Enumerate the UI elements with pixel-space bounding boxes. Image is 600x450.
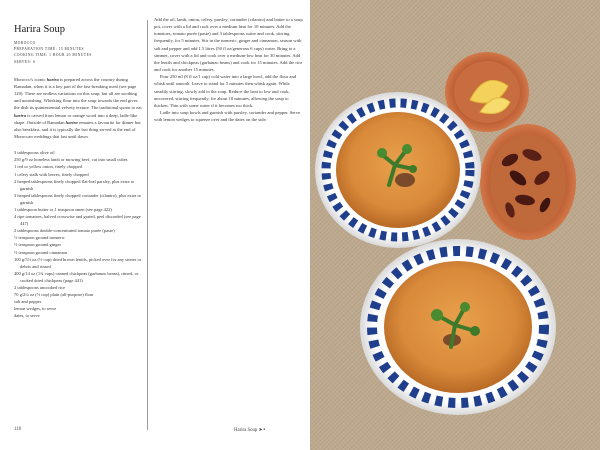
parsley-leaf <box>431 309 443 321</box>
ingredient-list <box>14 149 142 319</box>
ingredient-item: 3 tablespoons olive oil <box>14 150 55 156</box>
ingredient-item: 100 g/3½ oz (½ cup) dried brown lentils, picked over for any stones or debris and rinsed <box>14 256 142 269</box>
intro-emphasis: harira <box>46 76 59 82</box>
parsley-leaf <box>409 165 417 173</box>
ingredient-item: 1 red or yellow onion, finely chopped <box>14 164 82 170</box>
ingredient-item: 400 g/14 oz (1¾ cups) canned chickpeas (garbanzo beans), rinsed, or cooked dried chickpeas (page 441) <box>14 270 139 283</box>
left-column <box>14 24 142 319</box>
intro-emphasis: harira <box>65 119 78 125</box>
arrow-icon: ➤• <box>258 427 266 433</box>
running-footer <box>234 427 266 433</box>
parsley-leaf <box>460 302 470 312</box>
page-number: 118 <box>14 427 22 432</box>
meta-cook-time: COOKING TIME: 1 HOUR 20 MINUTES <box>14 53 92 58</box>
recipe-title: Harira Soup <box>14 24 66 35</box>
food-photo-illustration <box>310 0 600 450</box>
column-divider <box>147 20 148 430</box>
parsley-leaf <box>470 326 480 336</box>
ingredient-item: lemon wedges, to serve <box>14 306 57 312</box>
ingredient-item: ½ teaspoon ground cinnamon <box>14 249 68 255</box>
meta-serves: SERVES: 6 <box>14 59 36 64</box>
intro-text: is carved from lemon or orange wood into a deep, ladle-like shape. Outside of Ramadan <box>14 112 138 125</box>
meta-prep-time: PREPARATION TIME: 15 MINUTES <box>14 47 85 52</box>
bowl-inner <box>490 134 566 230</box>
soup <box>336 112 460 228</box>
ingredient-item: salt and pepper <box>14 299 42 305</box>
ingredient-item: 70 g/2¼ oz (½ cup) plain (all-purpose) flour <box>14 292 94 298</box>
lamb-piece <box>395 173 415 187</box>
ingredient-item: 250 g/9 oz boneless lamb or mowing beef, cut into small cubes <box>14 157 128 163</box>
ingredient-item: 2 tablespoons double-concentrated tomato purée (paste) <box>14 228 115 234</box>
parsley-leaf <box>402 144 412 154</box>
meta-country: MOROCCO <box>14 41 36 45</box>
soup-bowl-top <box>315 92 481 248</box>
method-column <box>154 16 304 123</box>
method-paragraph: Pour 250 ml (8 fl oz/1 cup) cold water into a large bowl, add the flour and whisk until smooth. Leave to stand for 5 minutes then whisk again. While steadily stirring, slowly add to the soup. Reduce the heat to low and cook, uncovered, stirring frequently, for about 10 minutes, allowing the soup to thicken. Thin with some water if it becomes too thick. <box>154 74 297 108</box>
ingredient-item: dates, to serve <box>14 313 40 319</box>
soup-bowl-bottom <box>360 239 556 415</box>
ingredient-item: 2 heaped tablespoons finely chopped flat-leaf parsley, plus extra to garnish <box>14 178 135 191</box>
ingredient-item: 1 celery stalk with leaves, finely chopped <box>14 171 89 177</box>
method-paragraph: Add the oil, lamb, onion, celery, parsley, coriander (cilantro) and butter to a soup pot, cover with a lid and cook over a medium heat for 10 minutes. Add the tomatoes, tomato purée (paste) and 3 tablespoons water and cook, stirring frequently, for 5 minutes. Stir in the turmeric, ginger and cinnamon, season with salt and pepper and add 1.5 litres (50 fl oz/generous 6 cups) water. Bring to a simmer, cover with a lid and cook over a medium-low heat for 30 minutes. Add the lentils and chickpeas (garbanzo beans) and cook for 15 minutes. Add the rice and cook for another 15 minutes. <box>154 17 303 73</box>
intro-text: is prepared across the country during Ramadan, when it is a key part of the fast-breaking meal (see page 120). There are endless variations on this soup, but all are soothing and nourishing. Whisking flour into the soup towards the end gives the dish its quintessential velvety texture. The traditional spoon to eat <box>14 76 142 111</box>
parsley-leaf <box>377 148 387 158</box>
intro-text: remains a favourite for dinner but also breakfast, and it is typically the last thing served at the end of Moroccan weddings that last until dawn. <box>14 119 141 140</box>
ingredient-item: ½ teaspoon ground ginger <box>14 242 61 248</box>
intro-emphasis: harira <box>14 112 27 118</box>
recipe-intro <box>14 76 142 140</box>
ingredient-item: 2 tablespoons uncooked rice <box>14 285 66 290</box>
ingredient-item: 1 tablespoon butter or 1 teaspoon smen (see page 422) <box>14 206 112 212</box>
ingredient-item: 4 ripe tomatoes, halved crosswise and grated, peel discarded (see page 447) <box>14 214 141 227</box>
method-paragraph: Ladle into soup bowls and garnish with parsley, coriander and pepper. Serve with lemon wedges to squeeze over and the dates on the side. <box>154 110 301 123</box>
food-photo <box>310 0 600 450</box>
intro-text: Morocco's iconic <box>14 76 47 82</box>
dates-bowl <box>480 124 576 240</box>
running-title: Harira Soup <box>234 428 258 433</box>
recipe-meta <box>14 40 142 65</box>
ingredient-item: ½ teaspoon ground turmeric <box>14 235 65 241</box>
ingredient-item: 3 heaped tablespoons finely chopped coriander (cilantro), plus extra to garnish <box>14 192 141 205</box>
